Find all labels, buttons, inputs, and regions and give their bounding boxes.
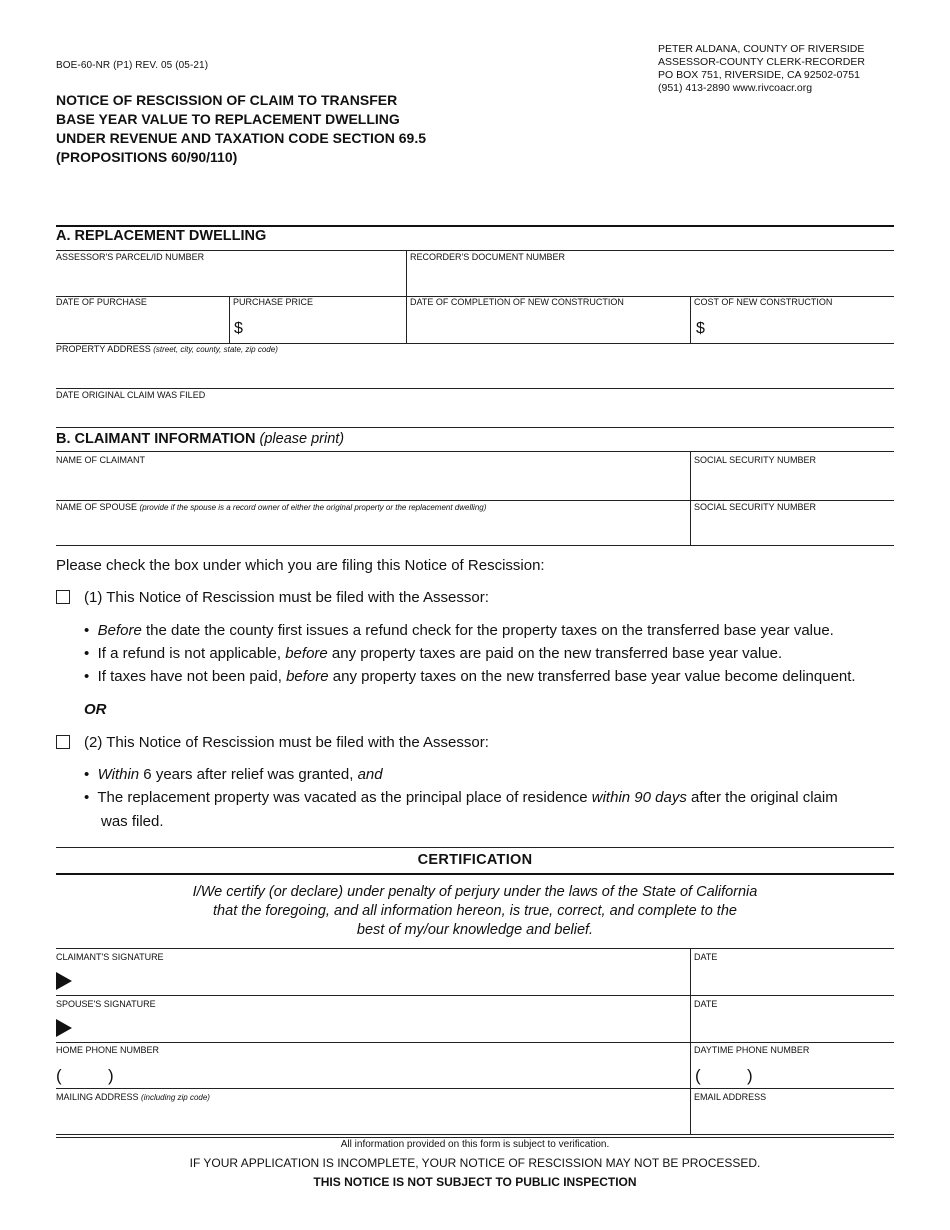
spouse-ssn-field[interactable] (694, 502, 894, 545)
original-claim-label: DATE ORIGINAL CLAIM WAS FILED (56, 390, 206, 400)
claimant-name-field[interactable] (56, 453, 690, 500)
form-title (56, 91, 426, 167)
option-1-label: (1) This Notice of Rescission must be filed with the Assessor: (84, 589, 489, 606)
bullet-em: Before (97, 622, 142, 639)
title-line: (PROPOSITIONS 60/90/110) (56, 149, 238, 165)
certification-title: CERTIFICATION (417, 852, 533, 868)
divider (56, 873, 894, 875)
address-label-text: PROPERTY ADDRESS (56, 344, 151, 354)
original-claim-date-field[interactable] (56, 390, 894, 426)
title-line: BASE YEAR VALUE TO REPLACEMENT DWELLING (56, 111, 400, 127)
public-inspection-notice: THIS NOTICE IS NOT SUBJECT TO PUBLIC INSPECTION (313, 1175, 637, 1189)
office-line: PETER ALDANA, COUNTY OF RIVERSIDE (658, 43, 865, 55)
spouse-name-field[interactable] (56, 502, 690, 545)
incomplete-warning: IF YOUR APPLICATION IS INCOMPLETE, YOUR NOTICE OF RESCISSION MAY NOT BE PROCESSED. (189, 1156, 761, 1170)
divider (56, 545, 894, 546)
divider (56, 995, 894, 996)
bullet-text: any property taxes are paid on the new transferred base year value. (327, 645, 783, 662)
option-2-label: (2) This Notice of Rescission must be filed with the Assessor: (84, 734, 489, 751)
claimant-name-label: NAME OF CLAIMANT (56, 455, 146, 465)
completion-date-label: DATE OF COMPLETION OF NEW CONSTRUCTION (410, 297, 624, 307)
divider (56, 250, 894, 251)
bullet-em: before (285, 645, 328, 662)
option-2-bullet: • Within 6 years after relief was granted, and (84, 766, 383, 783)
area-code-close-paren: ) (747, 1066, 753, 1085)
divider (690, 296, 691, 343)
form-code: BOE-60-NR (P1) REV. 05 (05-21) (56, 60, 209, 71)
spouse-signature-label: SPOUSE'S SIGNATURE (56, 999, 156, 1009)
option-2-bullet-continued: was filed. (101, 813, 164, 830)
statement-line: that the foregoing, and all information hereon, is true, correct, and complete to the (213, 903, 737, 919)
option-2-checkbox[interactable] (56, 735, 70, 749)
divider (56, 451, 894, 452)
bullet-em: Within (97, 766, 140, 783)
date-label: DATE (694, 952, 718, 962)
area-code-open-paren: ( (695, 1066, 701, 1085)
area-code-close-paren: ) (108, 1066, 114, 1085)
parcel-label: ASSESSOR'S PARCEL/ID NUMBER (56, 252, 205, 262)
daytime-phone-field[interactable] (694, 1045, 894, 1088)
construction-cost-field[interactable] (694, 297, 894, 343)
title-line: NOTICE OF RESCISSION OF CLAIM TO TRANSFER (56, 92, 398, 108)
certification-statement (56, 883, 894, 940)
option-1-checkbox[interactable] (56, 590, 70, 604)
ssn-label: SOCIAL SECURITY NUMBER (694, 455, 817, 465)
section-a-title: A. REPLACEMENT DWELLING (56, 228, 267, 244)
mailing-address-field[interactable] (56, 1092, 686, 1134)
bullet-text: the date the county first issues a refund check for the property taxes on the transferred base year value. (141, 622, 834, 639)
purchase-price-label: PURCHASE PRICE (233, 297, 314, 307)
option-2-bullet: • The replacement property was vacated as the principal place of residence within 90 days after the original claim (84, 789, 838, 806)
spouse-signature-field[interactable] (76, 999, 686, 1042)
section-b-title-text: B. CLAIMANT INFORMATION (56, 431, 256, 447)
bullet-em: before (286, 668, 329, 685)
purchase-price-field[interactable] (233, 297, 406, 343)
divider (56, 847, 894, 848)
statement-line: I/We certify (or declare) under penalty of perjury under the laws of the State of California (192, 884, 758, 900)
bullet-text: after the original claim (686, 789, 838, 806)
email-label: EMAIL ADDRESS (694, 1092, 767, 1102)
section-a-rule (56, 225, 894, 227)
completion-date-field[interactable] (410, 297, 690, 343)
purchase-date-field[interactable] (56, 297, 229, 343)
section-b-hint: (please print) (259, 431, 345, 447)
filing-instruction: Please check the box under which you are filing this Notice of Rescission: (56, 557, 545, 574)
spouse-date-field[interactable] (694, 999, 894, 1042)
mailing-label-text: MAILING ADDRESS (56, 1092, 139, 1102)
bullet-text: 6 years after relief was granted, (139, 766, 358, 783)
or-divider-text: OR (84, 701, 107, 718)
divider (56, 1134, 894, 1135)
claimant-date-field[interactable] (694, 952, 894, 995)
section-b-rule (56, 427, 894, 428)
divider (229, 296, 230, 343)
recorder-label: RECORDER'S DOCUMENT NUMBER (410, 252, 566, 262)
daytime-phone-label: DAYTIME PHONE NUMBER (694, 1045, 810, 1055)
bullet-text: The replacement property was vacated as the principal place of residence (97, 789, 592, 806)
office-line: PO BOX 751, RIVERSIDE, CA 92502-0751 (658, 69, 860, 81)
bullet-text: If taxes have not been paid, (97, 668, 287, 685)
statement-line: best of my/our knowledge and belief. (356, 922, 594, 938)
construction-cost-label: COST OF NEW CONSTRUCTION (694, 297, 833, 307)
option-1-bullet: • If taxes have not been paid, before any property taxes on the new transferred base year value become delinquent. (84, 668, 856, 685)
mailing-hint: (including zip code) (141, 1093, 210, 1102)
recorder-field[interactable] (410, 252, 894, 296)
option-1-bullet: • If a refund is not applicable, before any property taxes are paid on the new transferred base year value. (84, 645, 783, 662)
divider (56, 388, 894, 389)
dollar-sign: $ (696, 320, 705, 337)
claimant-ssn-field[interactable] (694, 453, 894, 500)
email-field[interactable] (694, 1092, 894, 1134)
spouse-name-label-text: NAME OF SPOUSE (56, 502, 138, 512)
area-code-open-paren: ( (56, 1066, 62, 1085)
title-line: UNDER REVENUE AND TAXATION CODE SECTION 69.5 (56, 130, 427, 146)
property-address-field[interactable] (56, 344, 894, 388)
home-phone-field[interactable] (56, 1045, 686, 1088)
divider (56, 1042, 894, 1043)
office-address (658, 43, 865, 95)
sign-here-arrow-icon (56, 1019, 72, 1037)
verification-note: All information provided on this form is subject to verification. (340, 1139, 610, 1150)
claimant-signature-field[interactable] (76, 952, 686, 995)
spouse-ssn-label: SOCIAL SECURITY NUMBER (694, 502, 817, 512)
bullet-em: within 90 days (591, 789, 687, 806)
spouse-hint: (provide if the spouse is a record owner of either the original property or the replacement dwelling) (139, 503, 487, 512)
purchase-date-label: DATE OF PURCHASE (56, 297, 147, 307)
address-hint: (street, city, county, state, zip code) (153, 345, 278, 354)
dollar-sign: $ (234, 320, 243, 337)
divider (690, 451, 691, 545)
home-phone-label: HOME PHONE NUMBER (56, 1045, 160, 1055)
sign-here-arrow-icon (56, 972, 72, 990)
divider (56, 500, 894, 501)
claimant-signature-label: CLAIMANT'S SIGNATURE (56, 952, 164, 962)
bullet-em: and (357, 766, 383, 783)
office-line: ASSESSOR-COUNTY CLERK-RECORDER (658, 56, 865, 68)
bullet-text: If a refund is not applicable, (97, 645, 286, 662)
divider (56, 948, 894, 949)
spouse-date-label: DATE (694, 999, 718, 1009)
divider (56, 1088, 894, 1089)
bullet-text: any property taxes on the new transferred base year value become delinquent. (328, 668, 856, 685)
parcel-field[interactable] (56, 252, 406, 296)
section-b-title (56, 431, 344, 447)
option-1-bullet: • Before the date the county first issues a refund check for the property taxes on the transferred base year value. (84, 622, 834, 639)
office-line: (951) 413-2890 www.rivcoacr.org (658, 82, 813, 94)
divider (56, 1137, 894, 1138)
